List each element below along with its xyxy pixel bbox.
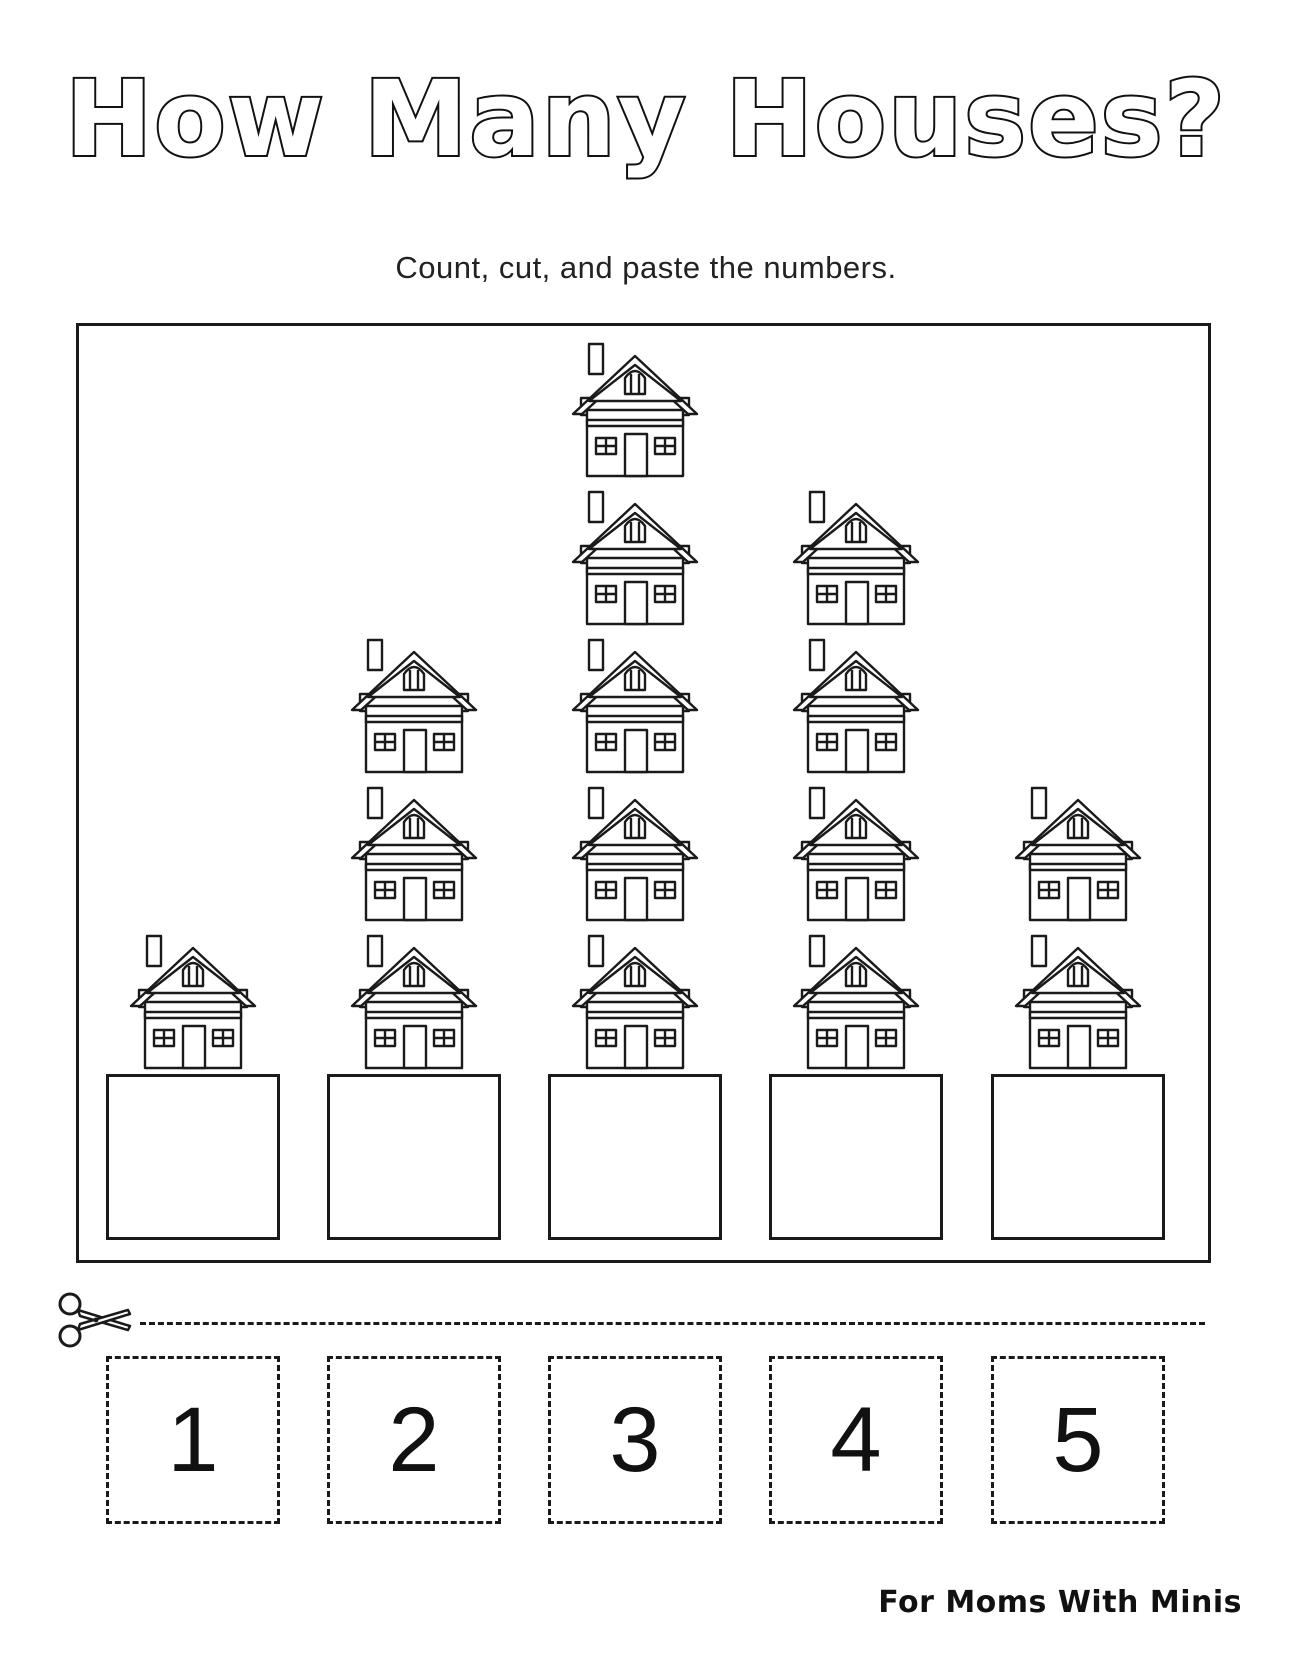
answer-paste-box[interactable] [991,1074,1165,1240]
number-cutout-card[interactable]: 3 [548,1356,722,1524]
house-icon [567,634,703,774]
instructions: Count, cut, and paste the numbers. [395,250,897,285]
house-column [548,0,722,1240]
house-icon [125,930,261,1070]
house-icon [567,782,703,922]
answer-paste-box[interactable] [769,1074,943,1240]
house-column [327,0,501,1240]
house-icon [1010,782,1146,922]
house-column [991,0,1165,1240]
house-icon [567,930,703,1070]
number-cutout-card[interactable]: 2 [327,1356,501,1524]
house-icon [788,634,924,774]
house-icon [567,486,703,626]
house-icon [567,338,703,478]
house-column [106,0,280,1240]
cut-line [140,1322,1205,1325]
answer-paste-box[interactable] [106,1074,280,1240]
answer-paste-box[interactable] [548,1074,722,1240]
brand-footer: For Moms With Minis [878,1585,1242,1620]
answer-paste-box[interactable] [327,1074,501,1240]
house-icon [788,486,924,626]
house-icon [788,782,924,922]
house-icon [788,930,924,1070]
number-cutout-card[interactable]: 4 [769,1356,943,1524]
page-title: How Many Houses? [65,58,1227,180]
scissors-icon [54,1290,134,1352]
house-icon [346,930,482,1070]
house-icon [346,782,482,922]
house-icon [1010,930,1146,1070]
house-column [769,0,943,1240]
number-cutout-card[interactable]: 5 [991,1356,1165,1524]
number-cutout-card[interactable]: 1 [106,1356,280,1524]
house-icon [346,634,482,774]
